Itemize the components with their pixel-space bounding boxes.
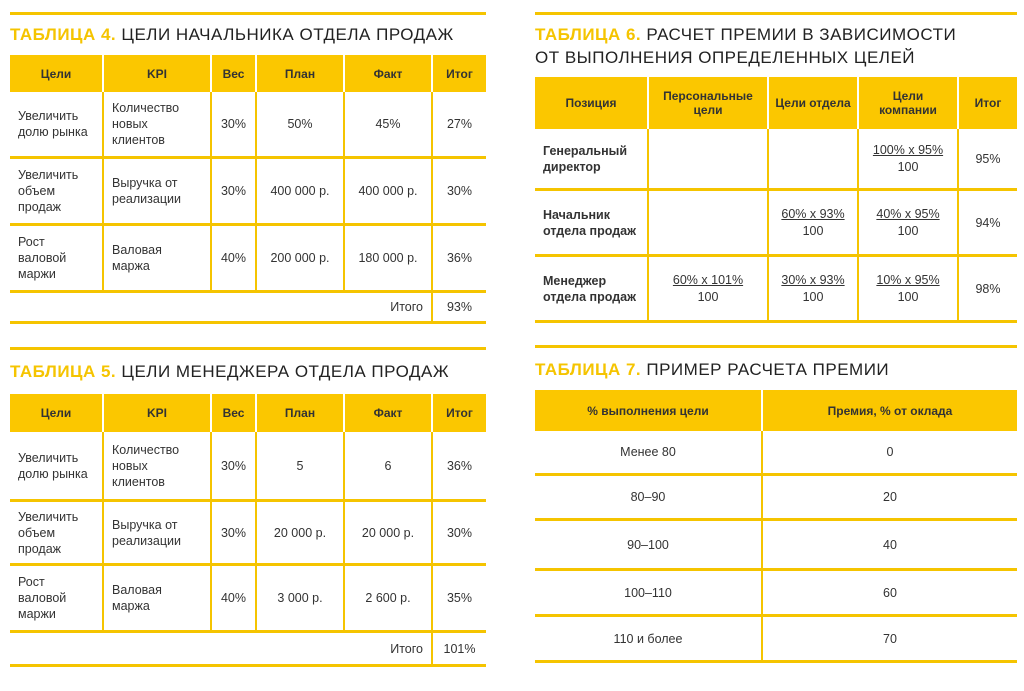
table-title-text: РАСЧЕТ ПРЕМИИ В ЗАВИСИМОСТИ: [646, 25, 957, 44]
completion-cell: 100–110: [535, 571, 763, 617]
table-4-block: [10, 12, 486, 324]
table-row: [535, 521, 1017, 571]
table-number: ТАБЛИЦА 5.: [10, 362, 117, 381]
plan-cell: 3 000 р.: [257, 566, 345, 633]
goal-cell: Рост валовой маржи: [10, 226, 104, 293]
kpi-cell: Выручка от реализации: [104, 159, 212, 226]
table-6-title: [535, 23, 1017, 69]
position-cell: Начальник отдела продаж: [535, 191, 649, 257]
goal-cell: Увеличить объем продаж: [10, 159, 104, 226]
table-6: [535, 77, 1017, 323]
kpi-cell: Количество новых клиентов: [104, 432, 212, 502]
table-row: [10, 566, 486, 633]
fraction-denominator: 100: [897, 223, 919, 238]
bonus-cell: 70: [763, 617, 1017, 663]
result-cell: 30%: [433, 159, 486, 226]
header-cell: План: [257, 394, 345, 432]
table-row: [10, 432, 486, 502]
header-cell: KPI: [104, 55, 212, 92]
header-cell: Персональные цели: [649, 77, 769, 129]
completion-cell: 80–90: [535, 476, 763, 521]
fraction-denominator: 100: [802, 289, 824, 304]
total-value: 93%: [433, 293, 486, 324]
goal-cell: Увеличить долю рынка: [10, 92, 104, 159]
fraction-numerator: 30% х 93%: [781, 272, 845, 287]
completion-cell: 110 и более: [535, 617, 763, 663]
weight-cell: 30%: [212, 92, 257, 159]
table-number: ТАБЛИЦА 6.: [535, 25, 642, 44]
kpi-cell: Валовая маржа: [104, 226, 212, 293]
result-cell: 36%: [433, 226, 486, 293]
company-goals-cell: [859, 191, 959, 257]
fraction-denominator: 100: [897, 159, 919, 174]
table-row: [10, 502, 486, 566]
header-cell: Итог: [433, 55, 486, 92]
fact-cell: 2 600 р.: [345, 566, 433, 633]
fraction-numerator: 40% х 95%: [876, 206, 940, 221]
personal-goals-cell: [649, 129, 769, 191]
table-row: [10, 159, 486, 226]
table-row: [535, 191, 1017, 257]
kpi-cell: Количество новых клиентов: [104, 92, 212, 159]
table-7-block: [535, 345, 1017, 663]
weight-cell: 30%: [212, 159, 257, 226]
table-4-title: [10, 23, 486, 47]
table-title-text: ПРИМЕР РАСЧЕТА ПРЕМИИ: [646, 360, 890, 379]
table-title-text: ЦЕЛИ НАЧАЛЬНИКА ОТДЕЛА ПРОДАЖ: [121, 25, 454, 44]
bonus-cell: 0: [763, 431, 1017, 476]
result-cell: 95%: [959, 129, 1017, 191]
divider: [535, 12, 1017, 15]
completion-cell: 90–100: [535, 521, 763, 571]
fraction-denominator: 100: [897, 289, 919, 304]
fact-cell: 20 000 р.: [345, 502, 433, 566]
weight-cell: 40%: [212, 566, 257, 633]
table-5: [10, 394, 486, 667]
table-7-title: [535, 358, 1017, 382]
goal-cell: Увеличить объем продаж: [10, 502, 104, 566]
fact-cell: 400 000 р.: [345, 159, 433, 226]
personal-goals-cell: [649, 191, 769, 257]
table-row: [535, 476, 1017, 521]
total-row: [10, 293, 486, 324]
total-value: 101%: [433, 633, 486, 667]
header-cell: Премия, % от оклада: [763, 390, 1017, 431]
table-title-text-2: ОТ ВЫПОЛНЕНИЯ ОПРЕДЕЛЕННЫХ ЦЕЛЕЙ: [535, 48, 915, 67]
table-4: [10, 55, 486, 324]
bonus-cell: 60: [763, 571, 1017, 617]
weight-cell: 40%: [212, 226, 257, 293]
table-row: [10, 92, 486, 159]
table-5-title: [10, 360, 486, 384]
position-cell: Генеральный директор: [535, 129, 649, 191]
table-row: [535, 129, 1017, 191]
header-cell: Цели компании: [859, 77, 959, 129]
table-7: [535, 390, 1017, 663]
dept-goals-cell: [769, 129, 859, 191]
result-cell: 98%: [959, 257, 1017, 323]
total-row: [10, 633, 486, 667]
bonus-cell: 20: [763, 476, 1017, 521]
weight-cell: 30%: [212, 432, 257, 502]
fraction-denominator: 100: [697, 289, 719, 304]
fact-cell: 6: [345, 432, 433, 502]
result-cell: 30%: [433, 502, 486, 566]
fraction-denominator: 100: [802, 223, 824, 238]
plan-cell: 20 000 р.: [257, 502, 345, 566]
company-goals-cell: [859, 257, 959, 323]
result-cell: 27%: [433, 92, 486, 159]
total-label: Итого: [10, 293, 433, 324]
divider: [535, 345, 1017, 348]
header-cell: Цели: [10, 394, 104, 432]
goal-cell: Увеличить долю рынка: [10, 432, 104, 502]
divider: [10, 347, 486, 350]
plan-cell: 50%: [257, 92, 345, 159]
plan-cell: 400 000 р.: [257, 159, 345, 226]
header-cell: Вес: [212, 55, 257, 92]
header-cell: Позиция: [535, 77, 649, 129]
bonus-cell: 40: [763, 521, 1017, 571]
fraction-numerator: 60% х 93%: [781, 206, 845, 221]
plan-cell: 200 000 р.: [257, 226, 345, 293]
dept-goals-cell: [769, 191, 859, 257]
kpi-cell: Выручка от реализации: [104, 502, 212, 566]
fraction-numerator: 60% х 101%: [672, 272, 744, 287]
header-cell: Факт: [345, 394, 433, 432]
result-cell: 35%: [433, 566, 486, 633]
result-cell: 36%: [433, 432, 486, 502]
header-cell: Итог: [959, 77, 1017, 129]
table-row: [535, 571, 1017, 617]
header-cell: Цели: [10, 55, 104, 92]
fact-cell: 45%: [345, 92, 433, 159]
goal-cell: Рост валовой маржи: [10, 566, 104, 633]
table-row: [535, 257, 1017, 323]
header-cell: Итог: [433, 394, 486, 432]
table-number: ТАБЛИЦА 4.: [10, 25, 117, 44]
divider: [10, 12, 486, 15]
fraction-numerator: 100% х 95%: [872, 142, 944, 157]
table-number: ТАБЛИЦА 7.: [535, 360, 642, 379]
header-cell: План: [257, 55, 345, 92]
header-cell: Цели отдела: [769, 77, 859, 129]
result-cell: 94%: [959, 191, 1017, 257]
header-cell: Вес: [212, 394, 257, 432]
header-cell: KPI: [104, 394, 212, 432]
table-row: [535, 431, 1017, 476]
completion-cell: Менее 80: [535, 431, 763, 476]
plan-cell: 5: [257, 432, 345, 502]
table-row: [535, 617, 1017, 663]
dept-goals-cell: [769, 257, 859, 323]
company-goals-cell: [859, 129, 959, 191]
kpi-cell: Валовая маржа: [104, 566, 212, 633]
total-label: Итого: [10, 633, 433, 667]
table-title-text: ЦЕЛИ МЕНЕДЖЕРА ОТДЕЛА ПРОДАЖ: [121, 362, 450, 381]
table-5-block: [10, 347, 486, 667]
header-cell: % выполнения цели: [535, 390, 763, 431]
table-row: [10, 226, 486, 293]
header-cell: Факт: [345, 55, 433, 92]
fact-cell: 180 000 р.: [345, 226, 433, 293]
personal-goals-cell: [649, 257, 769, 323]
fraction-numerator: 10% х 95%: [876, 272, 940, 287]
position-cell: Менеджер отдела продаж: [535, 257, 649, 323]
weight-cell: 30%: [212, 502, 257, 566]
table-6-block: [535, 12, 1017, 323]
